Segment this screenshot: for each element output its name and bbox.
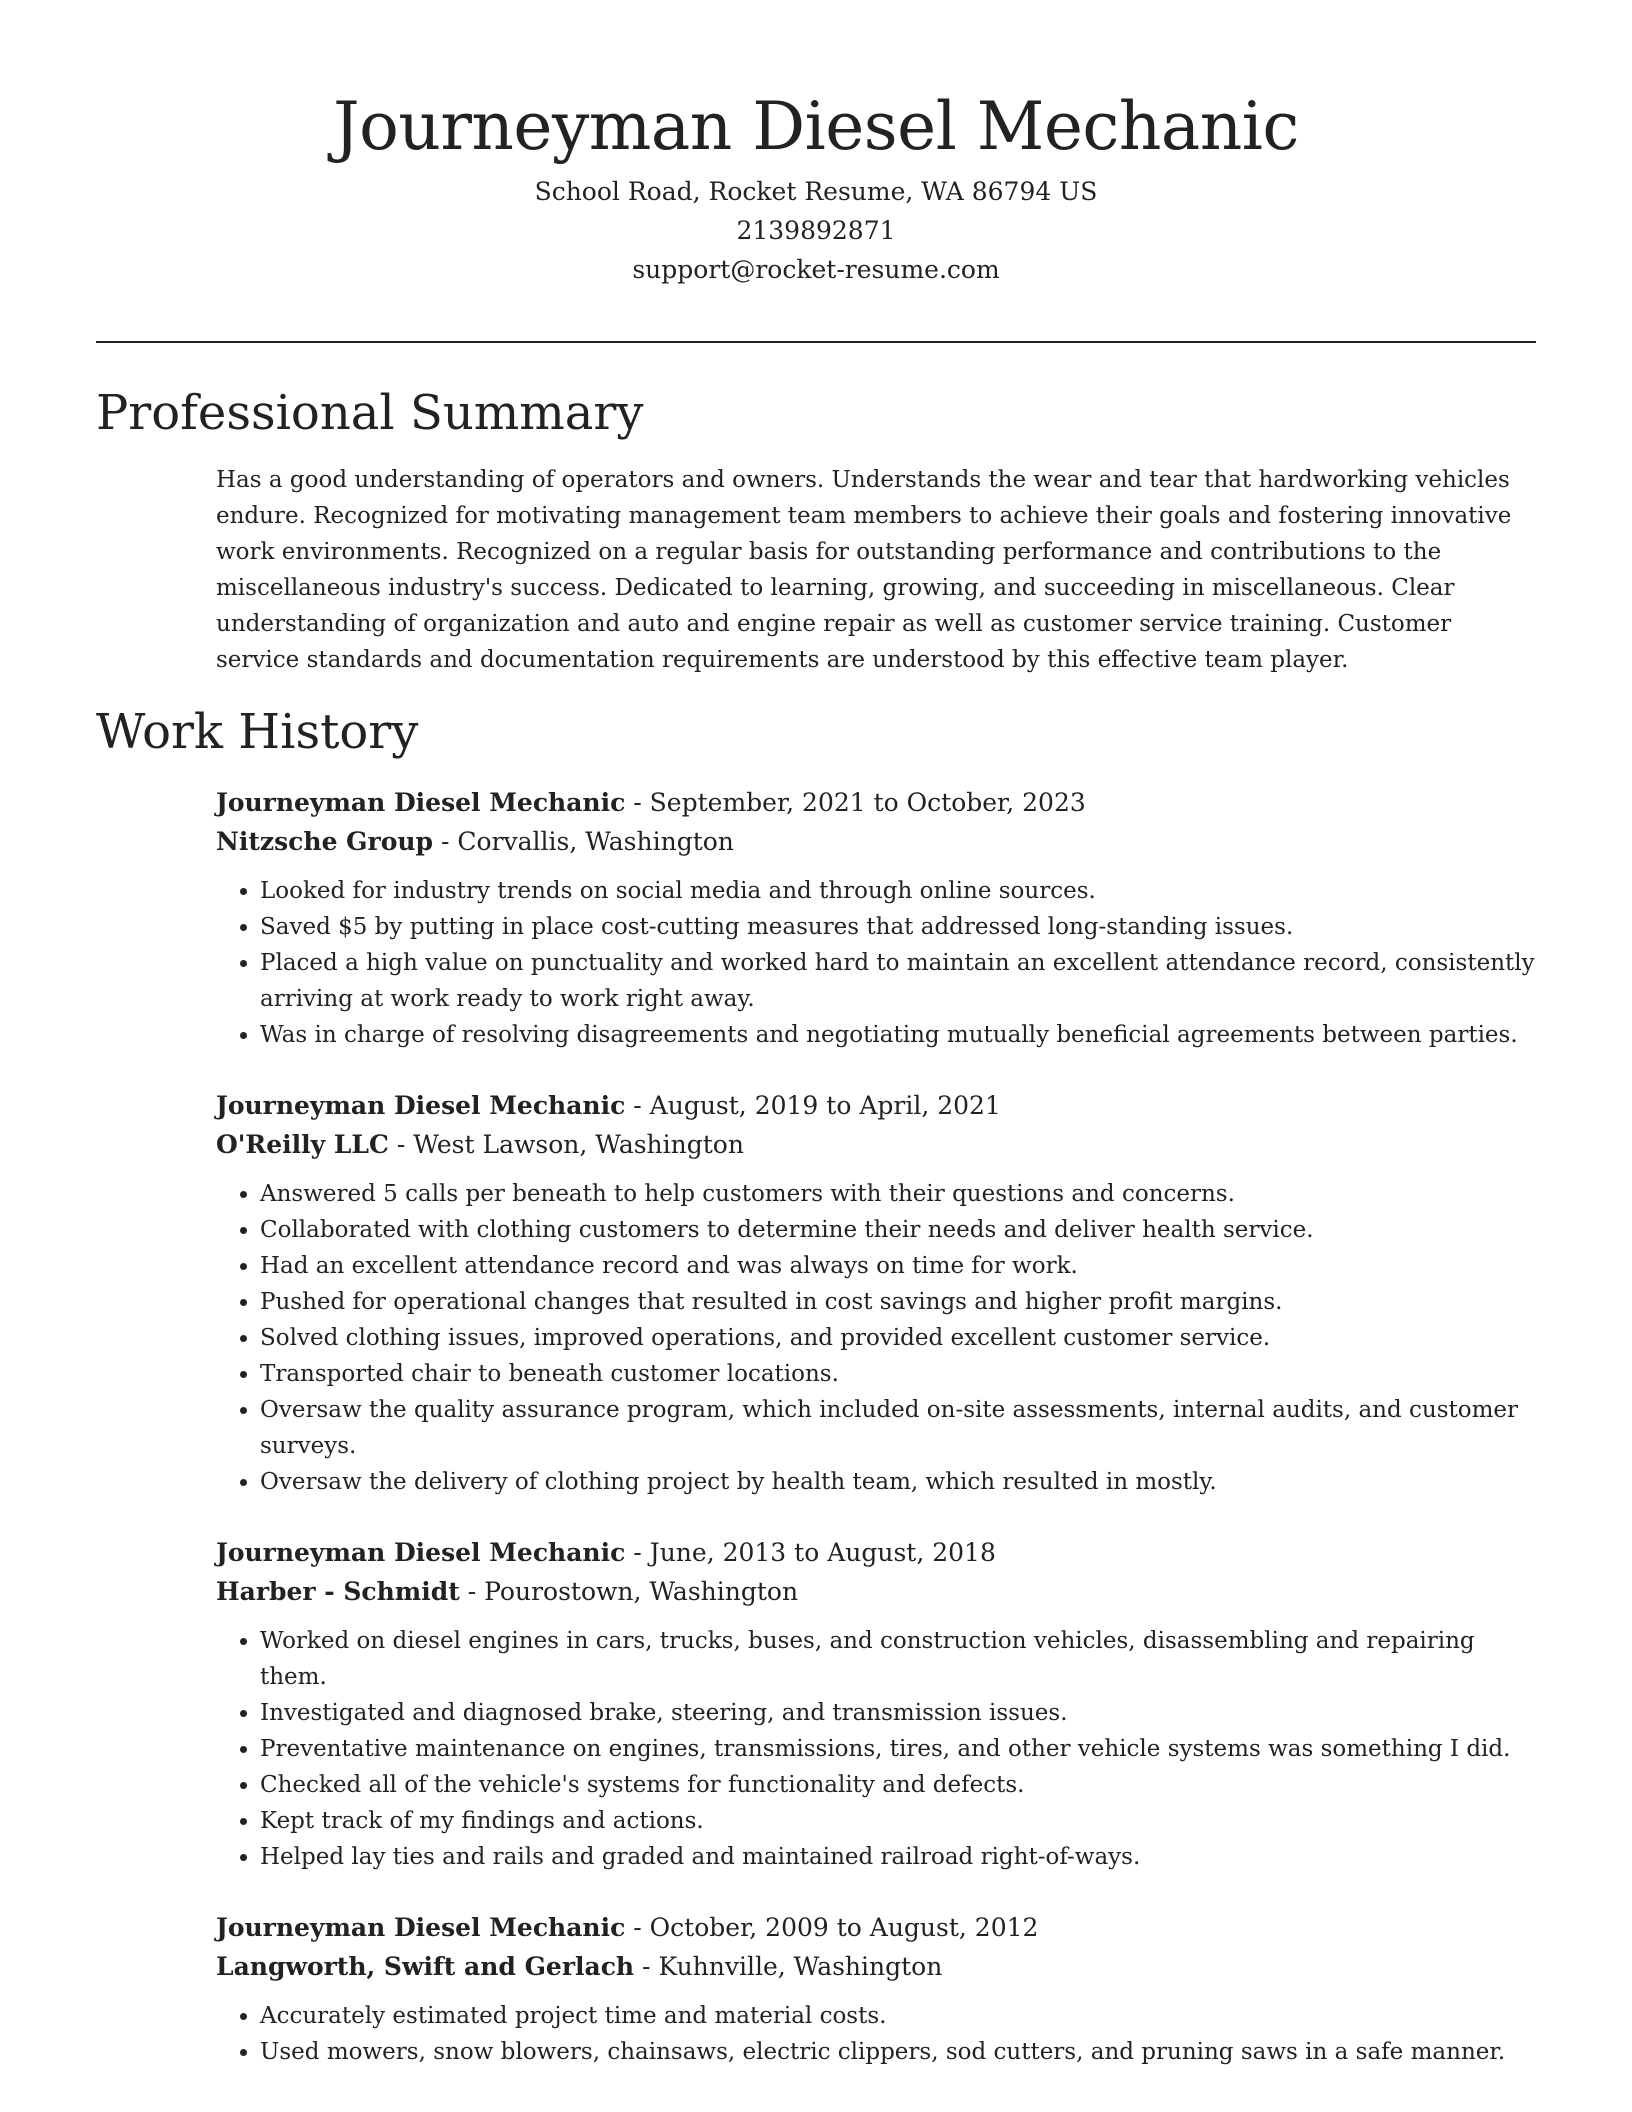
job-title-line: Journeyman Diesel Mechanic - June, 2013 to August, 2018 xyxy=(216,1538,996,1567)
job-bullet: • Oversaw the quality assurance program, which included on-site assessments, internal audits, and customer surveys. xyxy=(260,1392,1541,1464)
summary-heading: Professional Summary xyxy=(96,385,644,441)
job-company-line: O'Reilly LLC - West Lawson, Washington xyxy=(216,1130,744,1159)
job-dates: September, 2021 to October, 2023 xyxy=(649,788,1086,817)
job-location: West Lawson, Washington xyxy=(413,1130,744,1159)
job-title: Journeyman Diesel Mechanic xyxy=(216,1091,626,1120)
job-title-line: Journeyman Diesel Mechanic - October, 2009 to August, 2012 xyxy=(216,1913,1039,1942)
job-bullets xyxy=(216,1998,1541,2070)
job-bullet: • Investigated and diagnosed brake, steering, and transmission issues. xyxy=(260,1695,1541,1731)
job-bullet: • Kept track of my findings and actions. xyxy=(260,1803,1541,1839)
job-dates: October, 2009 to August, 2012 xyxy=(649,1913,1039,1942)
job-bullet: • Saved $5 by putting in place cost-cutting measures that addressed long-standing issues. xyxy=(260,909,1541,945)
job-bullet: • Was in charge of resolving disagreements and negotiating mutually beneficial agreements between parties. xyxy=(260,1017,1541,1053)
job-bullet: • Pushed for operational changes that resulted in cost savings and higher profit margins. xyxy=(260,1284,1541,1320)
job-title-line: Journeyman Diesel Mechanic - August, 2019 to April, 2021 xyxy=(216,1091,1001,1120)
job-location: Pourostown, Washington xyxy=(484,1577,799,1606)
job-company: Nitzsche Group xyxy=(216,827,434,856)
job-entry xyxy=(216,1533,1541,1875)
job-bullets xyxy=(216,1623,1541,1875)
job-company-line: Harber - Schmidt - Pourostown, Washington xyxy=(216,1577,799,1606)
job-title: Journeyman Diesel Mechanic xyxy=(216,1538,626,1567)
job-bullet: • Helped lay ties and rails and graded and maintained railroad right-of-ways. xyxy=(260,1839,1541,1875)
work-history-heading: Work History xyxy=(96,704,419,760)
job-bullet: • Collaborated with clothing customers to determine their needs and deliver health service. xyxy=(260,1212,1541,1248)
job-bullet: • Placed a high value on punctuality and worked hard to maintain an excellent attendance record, consistently arriving at work ready to work right away. xyxy=(260,945,1541,1017)
job-dates: August, 2019 to April, 2021 xyxy=(649,1091,1001,1120)
job-bullet: • Used mowers, snow blowers, chainsaws, electric clippers, sod cutters, and pruning saws in a safe manner. xyxy=(260,2034,1541,2070)
job-bullet: • Checked all of the vehicle's systems for functionality and defects. xyxy=(260,1767,1541,1803)
job-location: Corvallis, Washington xyxy=(457,827,734,856)
job-bullet: • Answered 5 calls per beneath to help customers with their questions and concerns. xyxy=(260,1176,1541,1212)
summary-text: Has a good understanding of operators and owners. Understands the wear and tear that hardworking vehicles endure. Recognized for motivating management team members to achieve their goals and fostering innovative work environments. Recognized on a regular basis for outstanding performance and contributions to the miscellaneous industry's success. Dedicated to learning, growing, and succeeding in miscellaneous. Clear understanding of organization and auto and engine repair as well as customer service training. Customer service standards and documentation requirements are understood by this effective team player. xyxy=(216,467,1512,673)
job-company-line: Langworth, Swift and Gerlach - Kuhnville, Washington xyxy=(216,1952,943,1981)
job-bullets xyxy=(216,873,1541,1053)
job-bullet: • Had an excellent attendance record and was always on time for work. xyxy=(260,1248,1541,1284)
contact-phone: 2139892871 xyxy=(736,216,896,245)
work-history-list xyxy=(216,783,1541,2103)
job-bullet: • Preventative maintenance on engines, transmissions, tires, and other vehicle systems was something I did. xyxy=(260,1731,1541,1767)
job-company: O'Reilly LLC xyxy=(216,1130,389,1159)
job-bullet: • Transported chair to beneath customer locations. xyxy=(260,1356,1541,1392)
job-location: Kuhnville, Washington xyxy=(658,1952,943,1981)
job-bullet: • Solved clothing issues, improved operations, and provided excellent customer service. xyxy=(260,1320,1541,1356)
contact-address: School Road, Rocket Resume, WA 86794 US xyxy=(534,177,1098,206)
job-company: Harber - Schmidt xyxy=(216,1577,460,1606)
job-bullet: • Worked on diesel engines in cars, trucks, buses, and construction vehicles, disassembling and repairing them. xyxy=(260,1623,1541,1695)
job-company: Langworth, Swift and Gerlach xyxy=(216,1952,635,1981)
job-entry xyxy=(216,1908,1541,2070)
job-entry xyxy=(216,783,1541,1053)
job-bullet: • Looked for industry trends on social media and through online sources. xyxy=(260,873,1541,909)
job-bullet: • Accurately estimated project time and material costs. xyxy=(260,1998,1541,2034)
job-entry xyxy=(216,1086,1541,1500)
contact-email: support@rocket-resume.com xyxy=(632,255,1000,284)
resume-header xyxy=(96,82,1536,289)
job-dates: June, 2013 to August, 2018 xyxy=(649,1538,996,1567)
header-divider xyxy=(96,341,1536,343)
job-bullet: • Oversaw the delivery of clothing project by health team, which resulted in mostly. xyxy=(260,1464,1541,1500)
job-company-line: Nitzsche Group - Corvallis, Washington xyxy=(216,827,734,856)
job-title-line: Journeyman Diesel Mechanic - September, 2021 to October, 2023 xyxy=(216,788,1086,817)
job-title: Journeyman Diesel Mechanic xyxy=(216,1913,626,1942)
job-bullets xyxy=(216,1176,1541,1500)
candidate-name: Journeyman Diesel Mechanic xyxy=(333,88,1299,165)
job-title: Journeyman Diesel Mechanic xyxy=(216,788,626,817)
